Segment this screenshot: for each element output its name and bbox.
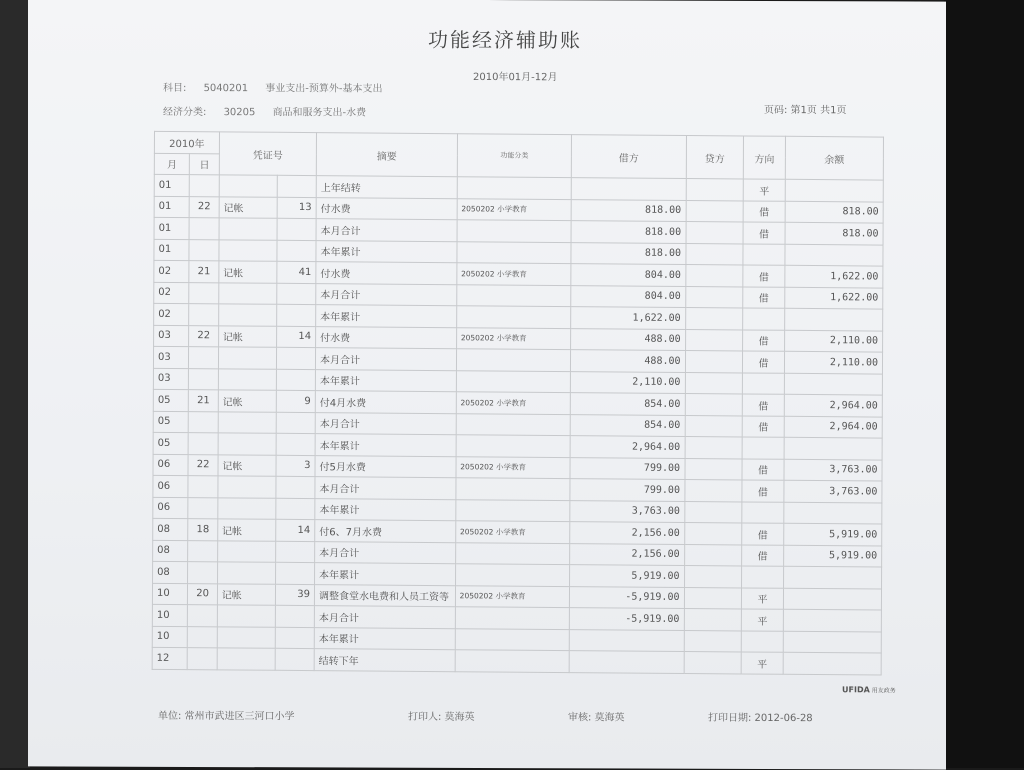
cell-func-category [455, 607, 569, 629]
cell-day [188, 562, 217, 584]
cell-direction: 借 [743, 265, 785, 287]
cell-month: 02 [154, 260, 190, 282]
cell-voucher-no [275, 648, 315, 670]
cell-voucher-type: 记帐 [217, 583, 275, 605]
cell-voucher-type: 记帐 [218, 454, 276, 476]
background-right [944, 0, 1024, 768]
cell-day [188, 476, 217, 498]
cell-month: 10 [152, 604, 188, 626]
cell-month: 05 [153, 432, 189, 454]
cell-month: 02 [154, 282, 190, 304]
cell-voucher-type [218, 433, 276, 455]
cell-month: 06 [153, 497, 189, 519]
cell-voucher-no: 13 [277, 197, 317, 219]
cell-balance [783, 609, 881, 631]
cell-voucher-no [276, 240, 316, 262]
cell-month: 08 [153, 540, 189, 562]
cell-debit: 488.00 [571, 328, 685, 350]
cell-month: 01 [154, 174, 190, 196]
cell-summary: 本月合计 [316, 283, 457, 306]
cell-balance [783, 631, 881, 653]
cell-direction: 借 [742, 544, 784, 566]
cell-voucher-no [275, 498, 315, 520]
cell-balance [784, 502, 882, 524]
cell-voucher-type [217, 562, 275, 584]
cell-voucher-type [218, 411, 276, 433]
cell-debit [571, 178, 685, 200]
cell-func-category: 2050202 小学教育 [456, 327, 570, 349]
cell-voucher-type [217, 626, 275, 648]
header-row [154, 131, 883, 158]
cell-direction [743, 372, 785, 394]
cell-balance [785, 179, 883, 201]
cell-debit: -5,919.00 [570, 586, 684, 608]
cell-direction: 借 [743, 394, 785, 416]
cell-credit [685, 329, 743, 351]
cell-direction [743, 308, 785, 330]
header-year: 2010年 [154, 131, 219, 153]
header-direction: 方向 [744, 136, 786, 179]
cell-direction: 平 [742, 609, 784, 631]
cell-func-category [455, 650, 569, 672]
cell-debit [569, 651, 683, 673]
cell-voucher-no [276, 304, 316, 326]
cell-credit [685, 265, 743, 287]
cell-debit: 818.00 [571, 242, 685, 264]
cell-month: 03 [153, 368, 189, 390]
page-count: 页码: 第1页 共1页 [764, 104, 847, 117]
subject-name: 事业支出-预算外-基本支出 [265, 83, 383, 95]
cell-month: 08 [153, 518, 189, 540]
cell-month: 03 [154, 325, 190, 347]
cell-credit [685, 308, 743, 330]
cell-month: 06 [153, 475, 189, 497]
cell-voucher-no: 3 [275, 455, 315, 477]
cell-func-category [457, 220, 571, 242]
cell-credit [684, 587, 742, 609]
cell-credit [684, 501, 742, 523]
econ-line [163, 103, 380, 119]
cell-direction: 借 [743, 286, 785, 308]
cell-day: 22 [189, 325, 218, 347]
cell-voucher-type [219, 218, 277, 240]
header-month: 月 [154, 153, 190, 175]
cell-func-category [456, 413, 570, 435]
cell-summary: 结转下年 [314, 649, 455, 672]
cell-summary: 本年累计 [315, 369, 456, 392]
cell-credit [686, 200, 744, 222]
cell-summary: 上年结转 [316, 176, 457, 199]
cell-summary: 本月合计 [315, 541, 456, 564]
cell-debit: -5,919.00 [569, 608, 683, 630]
cell-direction: 借 [742, 523, 784, 545]
header-summary: 摘要 [316, 133, 457, 177]
cell-direction: 借 [743, 200, 785, 222]
cell-month: 08 [153, 561, 189, 583]
cell-summary: 本月合计 [314, 606, 455, 629]
cell-func-category [455, 542, 569, 564]
ufida-logo [842, 685, 896, 694]
cell-voucher-no [276, 412, 316, 434]
date-range: 2010年01月-12月 [473, 71, 558, 84]
cell-direction: 借 [742, 480, 784, 502]
subject-code: 5040201 [203, 83, 249, 95]
cell-day [189, 218, 218, 240]
cell-func-category [455, 564, 569, 586]
subject-label: 科目: [163, 82, 187, 94]
cell-debit: 799.00 [570, 479, 684, 501]
econ-label: 经济分类: [163, 106, 207, 119]
cell-credit [685, 415, 743, 437]
cell-voucher-no: 41 [276, 261, 316, 283]
cell-balance: 2,110.00 [784, 351, 882, 373]
cell-summary: 付6、7月水费 [315, 520, 456, 543]
cell-voucher-no [276, 433, 316, 455]
cell-summary: 本月合计 [315, 477, 456, 500]
cell-month: 02 [154, 303, 190, 325]
ledger-paper [28, 0, 946, 770]
cell-month: 01 [154, 196, 190, 218]
table-row [152, 647, 881, 674]
cell-voucher-type [219, 175, 277, 197]
cell-credit [684, 630, 742, 652]
cell-direction: 借 [743, 329, 785, 351]
cell-month: 05 [153, 411, 189, 433]
cell-voucher-type [218, 497, 276, 519]
cell-voucher-no [276, 347, 316, 369]
cell-balance: 1,622.00 [784, 287, 882, 309]
econ-name: 商品和服务支出-水费 [272, 107, 367, 119]
background-left [0, 0, 30, 768]
cell-func-category [456, 478, 570, 500]
cell-day: 20 [188, 583, 217, 605]
cell-summary: 本年累计 [316, 240, 457, 263]
cell-direction: 平 [742, 587, 784, 609]
cell-credit [684, 609, 742, 631]
cell-day [189, 304, 218, 326]
cell-credit [684, 480, 742, 502]
cell-summary: 本年累计 [314, 627, 455, 650]
cell-func-category [456, 349, 570, 371]
cell-day: 22 [190, 196, 219, 218]
cell-voucher-type: 记帐 [219, 196, 277, 218]
cell-direction [741, 630, 783, 652]
cell-direction: 平 [743, 179, 785, 201]
cell-day [188, 648, 217, 670]
cell-summary: 本年累计 [315, 563, 456, 586]
cell-balance: 2,964.00 [784, 394, 882, 416]
cell-day: 18 [188, 519, 217, 541]
cell-voucher-type [217, 540, 275, 562]
cell-voucher-type: 记帐 [219, 261, 277, 283]
ledger-body [152, 174, 883, 674]
cell-func-category [456, 499, 570, 521]
cell-debit: 854.00 [570, 414, 684, 436]
cell-balance [783, 588, 881, 610]
cell-voucher-type: 记帐 [218, 390, 276, 412]
cell-day [189, 368, 218, 390]
cell-debit: 854.00 [570, 393, 684, 415]
cell-month: 05 [153, 389, 189, 411]
cell-voucher-type [217, 605, 275, 627]
cell-month: 06 [153, 454, 189, 476]
cell-month: 10 [152, 583, 188, 605]
cell-summary: 调整食堂水电费和人员工资等 [314, 584, 455, 607]
header-func-category: 功能分类 [457, 134, 572, 178]
brand-name: UFIDA [842, 685, 870, 695]
footer [158, 707, 878, 725]
cell-balance: 1,622.00 [785, 265, 883, 287]
cell-balance [785, 244, 883, 266]
cell-day: 22 [188, 454, 217, 476]
footer-print-date: 打印日期: 2012-06-28 [708, 712, 813, 725]
cell-debit: 818.00 [571, 199, 685, 221]
cell-day: 21 [189, 261, 218, 283]
cell-month: 12 [152, 647, 188, 669]
econ-code: 30205 [223, 107, 256, 119]
cell-summary: 本年累计 [315, 498, 456, 521]
cell-voucher-no [275, 562, 315, 584]
cell-voucher-type [218, 368, 276, 390]
ledger-table [152, 131, 884, 675]
cell-day [188, 497, 217, 519]
cell-func-category: 2050202 小学教育 [456, 456, 570, 478]
footer-unit: 单位: 常州市武进区三河口小学 [158, 710, 295, 723]
cell-summary: 付4月水费 [315, 391, 456, 414]
cell-day [190, 175, 219, 197]
cell-summary: 本月合计 [315, 412, 456, 435]
cell-day [188, 605, 217, 627]
cell-direction [742, 566, 784, 588]
cell-day [189, 282, 218, 304]
cell-func-category: 2050202 小学教育 [456, 392, 570, 414]
cell-voucher-type: 记帐 [218, 519, 276, 541]
cell-debit: 5,919.00 [570, 565, 684, 587]
cell-voucher-type [218, 476, 276, 498]
cell-voucher-no [277, 175, 317, 197]
cell-summary: 付5月水费 [315, 455, 456, 478]
cell-day [189, 239, 218, 261]
cell-credit [685, 243, 743, 265]
cell-balance [784, 437, 882, 459]
cell-month: 03 [153, 346, 189, 368]
cell-debit: 2,156.00 [570, 543, 684, 565]
cell-balance: 3,763.00 [784, 480, 882, 502]
cell-summary: 本年累计 [315, 434, 456, 457]
cell-voucher-type [219, 239, 277, 261]
subject-line [163, 79, 397, 95]
cell-day [188, 626, 217, 648]
cell-func-category: 2050202 小学教育 [457, 263, 571, 285]
cell-func-category: 2050202 小学教育 [457, 198, 571, 220]
cell-debit: 799.00 [570, 457, 684, 479]
cell-voucher-no [276, 283, 316, 305]
footer-auditor: 审核: 莫海英 [568, 712, 625, 724]
cell-direction [742, 501, 784, 523]
cell-func-category [455, 628, 569, 650]
cell-credit [685, 394, 743, 416]
cell-day [189, 411, 218, 433]
cell-func-category [456, 435, 570, 457]
header-voucher: 凭证号 [219, 132, 316, 176]
cell-voucher-no: 39 [275, 584, 315, 606]
cell-direction: 借 [742, 415, 784, 437]
cell-voucher-no: 9 [276, 390, 316, 412]
cell-day [189, 433, 218, 455]
cell-func-category [456, 284, 570, 306]
cell-balance: 2,110.00 [784, 330, 882, 352]
cell-summary: 本年累计 [316, 305, 457, 328]
cell-credit [685, 372, 743, 394]
cell-voucher-no [275, 605, 315, 627]
cell-balance: 3,763.00 [784, 459, 882, 481]
cell-voucher-type: 记帐 [218, 325, 276, 347]
cell-credit [685, 351, 743, 373]
cell-debit: 2,110.00 [570, 371, 684, 393]
cell-day [188, 540, 217, 562]
cell-func-category [456, 306, 570, 328]
cell-direction: 借 [743, 222, 785, 244]
footer-printer: 打印人: 莫海英 [408, 711, 475, 723]
cell-summary: 付水费 [316, 262, 457, 285]
brand-sub: 用友政务 [871, 687, 896, 695]
cell-balance: 818.00 [785, 201, 883, 223]
header-credit: 贷方 [686, 136, 744, 179]
cell-balance: 2,964.00 [784, 416, 882, 438]
cell-voucher-no [275, 541, 315, 563]
cell-voucher-no [277, 218, 317, 240]
cell-func-category [456, 370, 570, 392]
cell-month: 01 [154, 217, 190, 239]
cell-credit [684, 544, 742, 566]
cell-direction: 平 [741, 652, 783, 674]
cell-voucher-type [219, 282, 277, 304]
cell-balance [783, 652, 881, 674]
cell-func-category [457, 177, 571, 199]
cell-day: 21 [189, 390, 218, 412]
cell-voucher-no [276, 369, 316, 391]
document-title: 功能经济辅助账 [428, 27, 582, 53]
cell-debit: 804.00 [571, 264, 685, 286]
cell-balance: 5,919.00 [783, 523, 881, 545]
cell-credit [684, 566, 742, 588]
cell-direction: 借 [743, 351, 785, 373]
cell-voucher-no: 14 [275, 519, 315, 541]
cell-balance [783, 566, 881, 588]
cell-direction [742, 437, 784, 459]
cell-voucher-no: 14 [276, 326, 316, 348]
cell-debit: 2,156.00 [570, 522, 684, 544]
cell-month: 10 [152, 626, 188, 648]
cell-func-category: 2050202 小学教育 [455, 521, 569, 543]
cell-day [189, 347, 218, 369]
cell-direction: 借 [742, 458, 784, 480]
cell-credit [685, 286, 743, 308]
cell-credit [686, 179, 744, 201]
cell-debit: 2,964.00 [570, 436, 684, 458]
cell-credit [685, 458, 743, 480]
cell-voucher-type [218, 304, 276, 326]
cell-voucher-no [275, 627, 315, 649]
cell-summary: 本月合计 [316, 219, 457, 242]
cell-credit [686, 222, 744, 244]
cell-voucher-type [217, 648, 275, 670]
cell-direction [743, 243, 785, 265]
cell-debit: 488.00 [571, 350, 685, 372]
cell-debit: 3,763.00 [570, 500, 684, 522]
cell-debit: 804.00 [571, 285, 685, 307]
cell-credit [684, 523, 742, 545]
cell-balance: 818.00 [785, 222, 883, 244]
cell-summary: 付水费 [316, 197, 457, 220]
cell-voucher-type [218, 347, 276, 369]
cell-func-category: 2050202 小学教育 [455, 585, 569, 607]
cell-balance: 5,919.00 [783, 545, 881, 567]
cell-summary: 付水费 [316, 326, 457, 349]
cell-voucher-no [275, 476, 315, 498]
cell-func-category [457, 241, 571, 263]
cell-month: 01 [154, 239, 190, 261]
cell-credit [684, 652, 742, 674]
cell-debit [569, 629, 683, 651]
cell-debit: 818.00 [571, 221, 685, 243]
cell-credit [685, 437, 743, 459]
cell-balance [784, 308, 882, 330]
header-debit: 借方 [571, 135, 686, 179]
header-balance: 余额 [785, 136, 883, 180]
cell-debit: 1,622.00 [571, 307, 685, 329]
cell-balance [784, 373, 882, 395]
cell-summary: 本月合计 [315, 348, 456, 371]
header-day: 日 [190, 153, 219, 175]
